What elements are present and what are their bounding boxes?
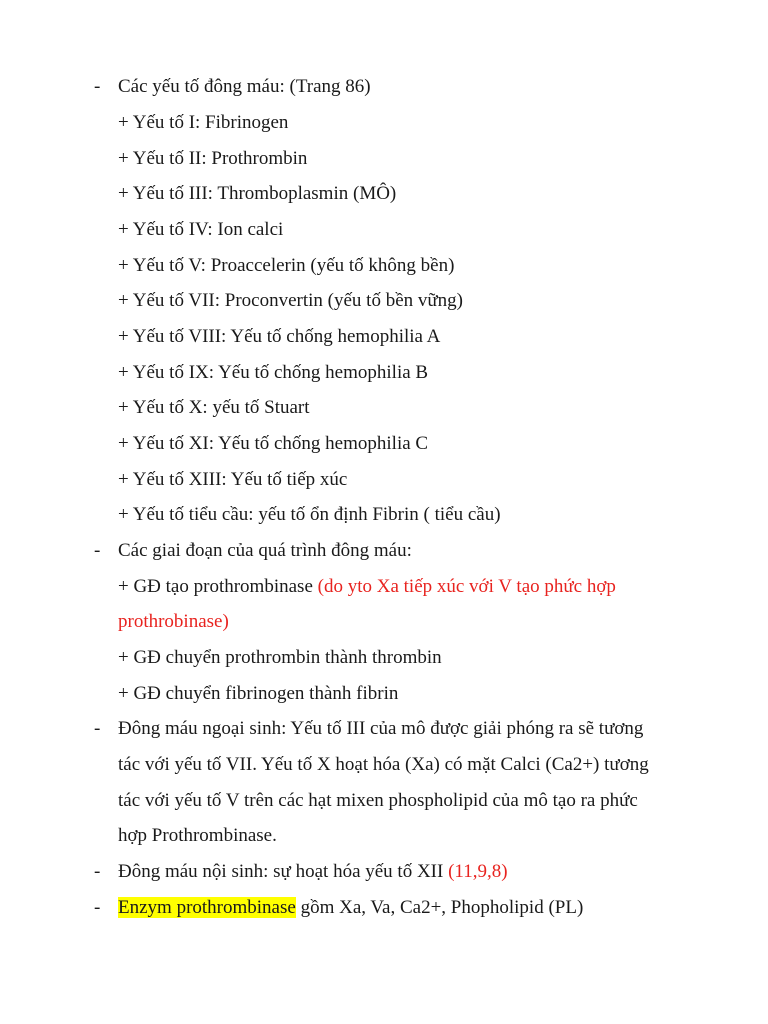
highlighted-term: Enzym prothrombinase: [118, 897, 296, 918]
stage-note-red-continued: prothrobinase): [118, 611, 229, 632]
stage-item: [118, 569, 616, 605]
bullet-dash: -: [94, 718, 101, 739]
extrinsic-pathway-line: tác với yếu tố VII. Yếu tố X hoạt hóa (Xa) có mặt Calci (Ca2+) tương: [118, 754, 649, 775]
factor-item: + Yếu tố XIII: Yếu tố tiếp xúc: [118, 469, 348, 490]
prothrombinase-text: gồm Xa, Va, Ca2+, Phopholipid (PL): [295, 897, 584, 918]
stage-item: + GĐ chuyển fibrinogen thành fibrin: [118, 683, 399, 704]
factor-item: + Yếu tố VII: Proconvertin (yếu tố bền vững): [118, 290, 463, 311]
bullet-dash: -: [94, 897, 101, 918]
factor-item: + Yếu tố III: Thromboplasmin (MÔ): [118, 183, 397, 204]
factor-item: + Yếu tố IX: Yếu tố chống hemophilia B: [118, 362, 429, 383]
section-stages-title: Các giai đoạn của quá trình đông máu:: [118, 540, 412, 561]
factor-item: + Yếu tố II: Prothrombin: [118, 148, 308, 169]
extrinsic-pathway-line: tác với yếu tố V trên các hạt mixen phospholipid của mô tạo ra phức: [118, 790, 638, 811]
factor-item: + Yếu tố VIII: Yếu tố chống hemophilia A: [118, 326, 441, 347]
intrinsic-pathway-text: Đông máu nội sinh: sự hoạt hóa yếu tố XII: [118, 861, 449, 882]
bullet-dash: -: [94, 861, 101, 882]
stage-item: + GĐ chuyển prothrombin thành thrombin: [118, 647, 442, 668]
stage-note-red: (do yto Xa tiếp xúc với V tạo phức hợp: [317, 576, 616, 597]
intrinsic-pathway-note-red: (11,9,8): [448, 861, 508, 882]
factor-item: + Yếu tố V: Proaccelerin (yếu tố không bền): [118, 255, 455, 276]
stage-item-text: + GĐ tạo prothrombinase: [118, 576, 318, 597]
extrinsic-pathway-line: Đông máu ngoại sinh: Yếu tố III của mô được giải phóng ra sẽ tương: [118, 718, 644, 739]
extrinsic-pathway-line: hợp Prothrombinase.: [118, 825, 277, 846]
factor-item: + Yếu tố IV: Ion calci: [118, 219, 284, 240]
factor-item: + Yếu tố XI: Yếu tố chống hemophilia C: [118, 433, 429, 454]
factor-item: + Yếu tố I: Fibrinogen: [118, 112, 289, 133]
bullet-dash: -: [94, 540, 101, 561]
factor-item: + Yếu tố tiểu cầu: yếu tố ổn định Fibrin ( tiểu cầu): [118, 504, 501, 525]
intrinsic-pathway-line: [118, 854, 508, 890]
bullet-dash: -: [94, 76, 101, 97]
factor-item: + Yếu tố X: yếu tố Stuart: [118, 397, 310, 418]
prothrombinase-line: [118, 890, 583, 926]
section-coagulation-factors-title: Các yếu tố đông máu: (Trang 86): [118, 76, 371, 97]
